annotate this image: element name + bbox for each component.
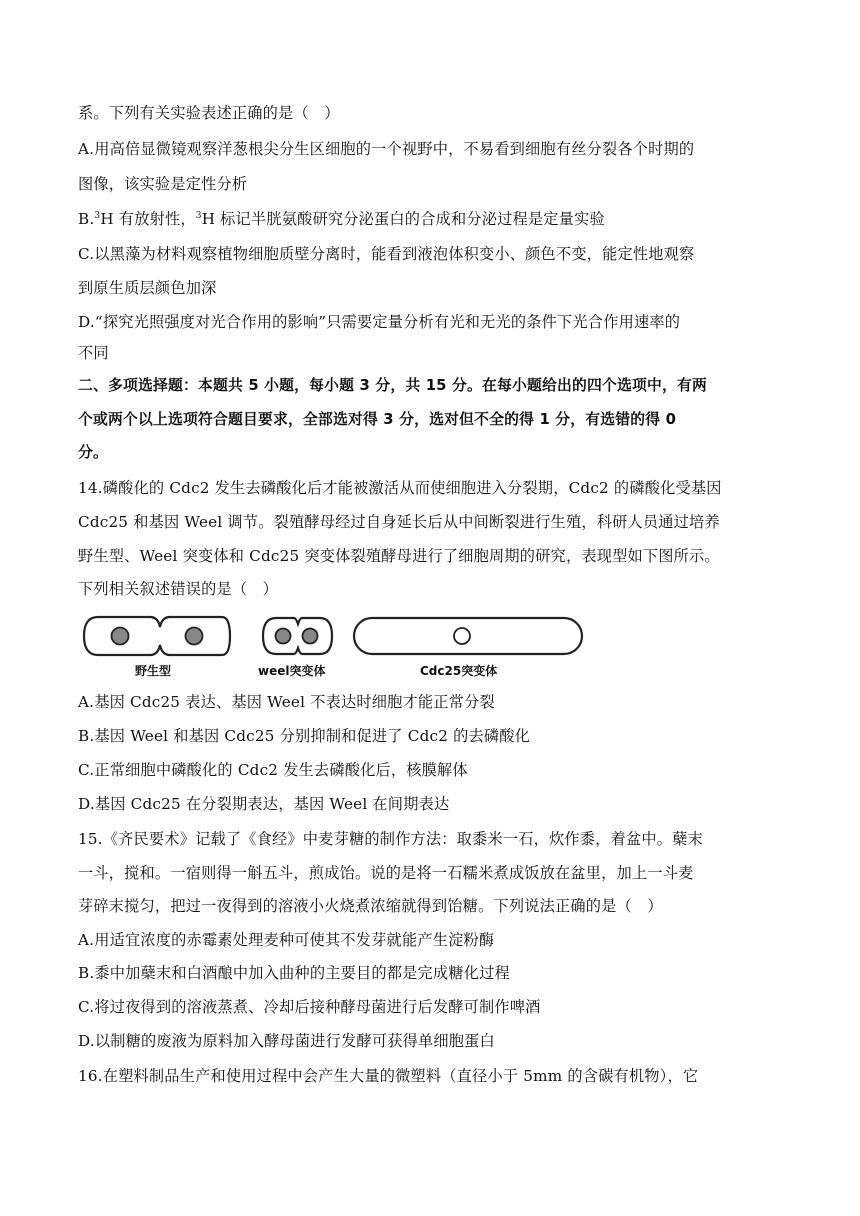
weel-nucleus-left: [276, 629, 291, 644]
section-heading: 二、多项选择题：本题共 5 小题，每小题 3 分，共 15 分。在每小题给出的四个选项中，有两: [78, 377, 707, 394]
q13-option-a-cont: 图像，该实验是定性分析: [78, 175, 248, 193]
wild-type-nucleus-right: [186, 628, 203, 645]
q14-stem: 14.磷酸化的 Cdc2 发生去磷酸化后才能被激活从而使细胞进入分裂期，Cdc2 的磷酸化受基因: [78, 479, 722, 497]
q13-option-d-cont: 不同: [78, 344, 109, 362]
wild-type-nucleus-left: [112, 628, 129, 645]
q13-stem-end: 系。下列有关实验表述正确的是（ ）: [78, 104, 340, 122]
q13-option-c-cont: 到原生质层颜色加深: [78, 279, 217, 297]
q15-stem-2: 一斗，搅和。一宿则得一斛五斗，煎成饴。说的是将一石糯米煮成饭放在盆里，加上一斗麦: [78, 864, 694, 882]
label-weel-mutant: weel突变体: [258, 664, 326, 678]
q14-option-b: B.基因 Weel 和基因 Cdc25 分别抑制和促进了 Cdc2 的去磷酸化: [78, 727, 531, 745]
section-heading-cont: 个或两个以上选项符合题目要求，全部选对得 3 分，选对但不全的得 1 分，有选错的得 0: [78, 411, 677, 428]
weel-mutant-cell: [263, 618, 332, 654]
q14-option-c: C.正常细胞中磷酸化的 Cdc2 发生去磷酸化后，核膜解体: [78, 761, 468, 779]
q15-stem: 15.《齐民要术》记载了《食经》中麦芽糖的制作方法：取黍米一石，炊作黍，着盆中。蘖末: [78, 830, 703, 848]
weel-nucleus-right: [303, 629, 318, 644]
q14-stem-3: 野生型、Weel 突变体和 Cdc25 突变体裂殖酵母进行了细胞周期的研究，表现型如下图所示。: [78, 547, 720, 565]
q14-option-a: A.基因 Cdc25 表达、基因 Weel 不表达时细胞才能正常分裂: [78, 693, 495, 711]
label-wild-type: 野生型: [135, 664, 172, 678]
q15-option-c: C.将过夜得到的溶液蒸煮、冷却后接种酵母菌进行后发酵可制作啤酒: [78, 998, 541, 1016]
q14-option-d: D.基因 Cdc25 在分裂期表达，基因 Weel 在间期表达: [78, 795, 450, 813]
q13-option-b: B.$^3$H 有放射性，$^3$H 标记半胱氨酸研究分泌蛋白的合成和分泌过程是定量实验: [78, 210, 605, 228]
label-cdc25-mutant: Cdc25突变体: [420, 664, 498, 678]
section-heading-end: 分。: [78, 444, 108, 461]
q13-option-a: A.用高倍显微镜观察洋葱根尖分生区细胞的一个视野中，不易看到细胞有丝分裂各个时期的: [78, 140, 695, 158]
q13-option-d: D.“探究光照强度对光合作用的影响”只需要定量分析有光和无光的条件下光合作用速率的: [78, 313, 681, 331]
q15-option-a: A.用适宜浓度的赤霉素处理麦种可使其不发芽就能产生淀粉酶: [78, 931, 495, 949]
wild-type-cell: [84, 617, 230, 655]
q15-stem-3: 芽碎末搅匀，把过一夜得到的溶液小火烧煮浓缩就得到饴糖。下列说法正确的是（ ）: [78, 897, 663, 915]
q15-option-d: D.以制糖的废液为原料加入酵母菌进行发酵可获得单细胞蛋白: [78, 1032, 495, 1050]
q14-stem-4: 下列相关叙述错误的是（ ）: [78, 580, 279, 598]
yeast-phenotype-figure: [80, 612, 590, 684]
q16-stem: 16.在塑料制品生产和使用过程中会产生大量的微塑料（直径小于 5mm 的含碳有机物），它: [78, 1067, 699, 1085]
q14-stem-2: Cdc25 和基因 Weel 调节。裂殖酵母经过自身延长后从中间断裂进行生殖，科研人员通过培养: [78, 513, 720, 531]
q13-option-c: C.以黑藻为材料观察植物细胞质壁分离时，能看到液泡体积变小、颜色不变，能定性地观察: [78, 245, 695, 263]
cdc25-nucleus: [454, 628, 470, 644]
q15-option-b: B.黍中加蘖末和白酒酿中加入曲种的主要目的都是完成糖化过程: [78, 964, 510, 982]
yeast-cells-drawing: [80, 612, 590, 660]
